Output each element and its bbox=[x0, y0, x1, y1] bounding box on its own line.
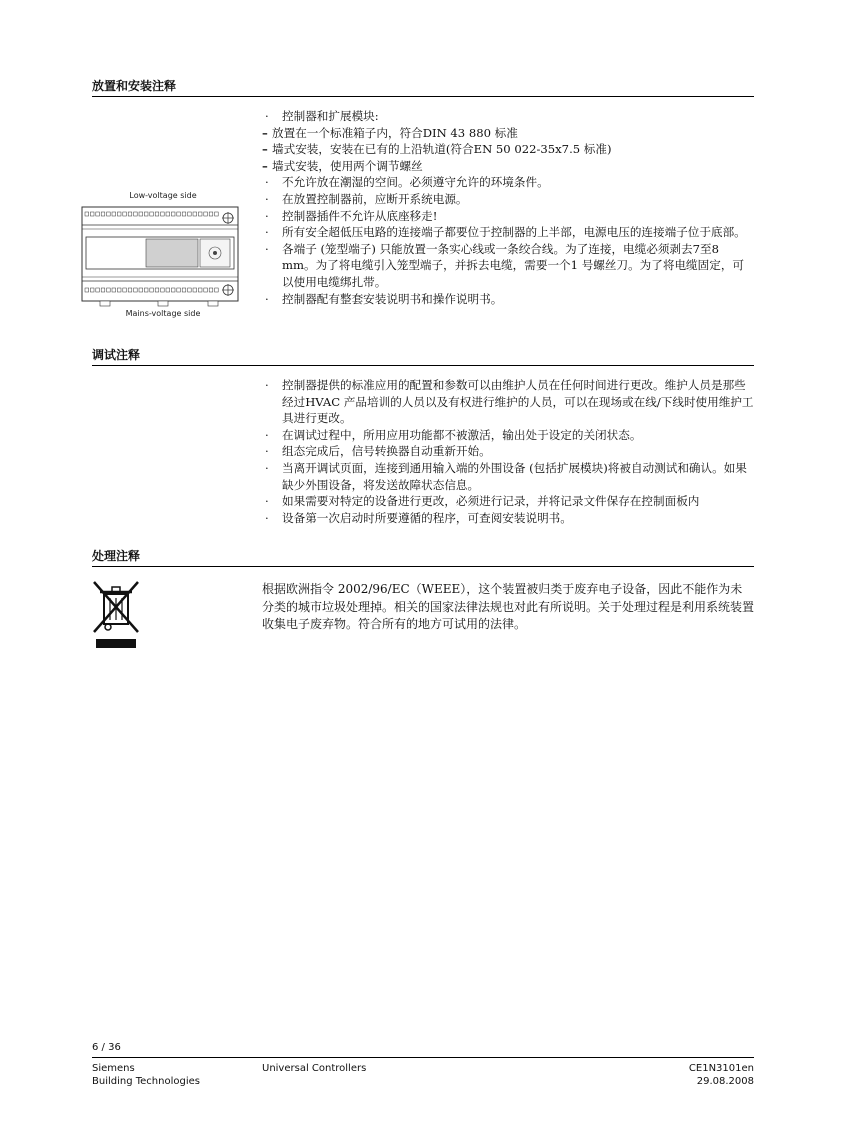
terminal-slot bbox=[101, 288, 105, 292]
item-text: 不允许放在潮湿的空间。必须遵守允许的环境条件。 bbox=[282, 175, 549, 190]
bullet-mark: · bbox=[265, 109, 269, 123]
dash-mark: – bbox=[262, 125, 268, 140]
terminal-slot bbox=[90, 212, 94, 216]
footer-doc-block bbox=[689, 1062, 754, 1088]
item-text: 在调试过程中，所用应用功能都不被激活，输出处于设定的关闭状态。 bbox=[282, 427, 642, 442]
dash-mark: – bbox=[262, 158, 268, 173]
bullet-mark: · bbox=[265, 494, 269, 509]
terminal-slot bbox=[155, 288, 159, 292]
item-text: 墙式安装，安装在已有的上沿轨道(符合EN 50 022-35x7.5 标准) bbox=[272, 142, 612, 157]
terminal-slot bbox=[209, 288, 213, 292]
terminal-slot bbox=[107, 212, 111, 216]
bullet-mark: · bbox=[265, 225, 269, 240]
list-item bbox=[262, 208, 754, 225]
commissioning-list bbox=[262, 377, 754, 526]
terminal-slot bbox=[171, 212, 175, 216]
list-item bbox=[262, 291, 754, 308]
terminal-slot bbox=[112, 288, 116, 292]
terminal-slot bbox=[85, 212, 89, 216]
terminal-slot bbox=[193, 212, 197, 216]
list-item bbox=[262, 108, 754, 125]
terminal-slot bbox=[144, 288, 148, 292]
terminal-slot bbox=[204, 212, 208, 216]
terminal-slot bbox=[188, 212, 192, 216]
terminal-slot bbox=[134, 212, 138, 216]
item-text: 如果需要对特定的设备进行更改，必须进行记录，并将记录文件保存在控制面板内 bbox=[282, 494, 700, 509]
list-item bbox=[262, 427, 754, 444]
item-text: 设备第一次启动时所要遵循的程序，可查阅安装说明书。 bbox=[282, 510, 572, 525]
terminal-slot bbox=[177, 288, 181, 292]
item-text: 控制器插件不允许从底座移走! bbox=[282, 208, 438, 223]
terminal-slot bbox=[123, 288, 127, 292]
bullet-mark: · bbox=[265, 208, 269, 223]
item-text: 组态完成后，信号转换器自动重新开始。 bbox=[282, 444, 491, 459]
footer-doc-id: CE1N3101en bbox=[688, 1063, 754, 1074]
terminal-slot bbox=[139, 288, 143, 292]
terminal-slot bbox=[139, 212, 143, 216]
list-item bbox=[262, 158, 754, 175]
list-item bbox=[262, 174, 754, 191]
terminal-slot bbox=[117, 212, 121, 216]
footer-date: 29.08.2008 bbox=[696, 1076, 754, 1087]
terminal-slot bbox=[101, 212, 105, 216]
mounting-list bbox=[262, 108, 754, 307]
item-text: 在放置控制器前，应断开系统电源。 bbox=[282, 191, 468, 206]
terminal-slot bbox=[128, 212, 132, 216]
footer-company: Siemens bbox=[92, 1063, 135, 1074]
terminal-slot bbox=[96, 288, 100, 292]
list-item bbox=[262, 125, 754, 142]
disposal-text: 根据欧洲指令 2002/96/EC（WEEE），这个装置被归类于废弃电子设备，因此不能作为未分类的城市垃圾处理掉。相关的国家法律法规也对此有所说明。关于处理过程是利用系统装置收集电子废弃物。符合所有的地方可试用的法律。 bbox=[262, 582, 755, 632]
mains-voltage-label: Mains-voltage side bbox=[125, 309, 201, 318]
terminal-slot bbox=[198, 212, 202, 216]
terminal-slot bbox=[128, 288, 132, 292]
terminal-slot bbox=[85, 288, 89, 292]
weee-crossed-bin-icon bbox=[92, 580, 140, 650]
terminal-slot bbox=[161, 212, 165, 216]
mounting-heading: 放置和安装注释 bbox=[92, 79, 754, 97]
terminal-slot bbox=[90, 288, 94, 292]
terminal-slot bbox=[134, 288, 138, 292]
item-text: 控制器和扩展模块: bbox=[282, 109, 379, 123]
bullet-mark: · bbox=[265, 191, 269, 206]
terminal-slot bbox=[193, 288, 197, 292]
terminal-slot bbox=[198, 288, 202, 292]
terminal-slot bbox=[177, 212, 181, 216]
terminal-slot bbox=[209, 212, 213, 216]
low-voltage-label: Low-voltage side bbox=[129, 191, 197, 200]
bullet-mark: · bbox=[265, 460, 269, 475]
bullet-mark: · bbox=[265, 427, 269, 442]
item-text: 当离开调试页面，连接到通用输入端的外围设备 (包括扩展模块)将被自动测试和确认。如果缺少外围设备，将发送故障状态信息。 bbox=[282, 460, 747, 492]
terminal-slot bbox=[182, 212, 186, 216]
bullet-mark: · bbox=[265, 175, 269, 190]
terminal-slot bbox=[171, 288, 175, 292]
terminal-slot bbox=[215, 288, 219, 292]
bullet-mark: · bbox=[265, 444, 269, 459]
list-item bbox=[262, 224, 754, 241]
list-item bbox=[262, 191, 754, 208]
controller-diagram bbox=[78, 191, 248, 321]
terminal-slot bbox=[150, 288, 154, 292]
bullet-mark: · bbox=[265, 291, 269, 306]
terminal-slot bbox=[166, 212, 170, 216]
footer-product: Universal Controllers bbox=[262, 1063, 367, 1074]
terminal-slot bbox=[96, 212, 100, 216]
dash-mark: – bbox=[262, 142, 268, 157]
list-item bbox=[262, 493, 754, 510]
terminal-slot bbox=[155, 212, 159, 216]
list-item bbox=[262, 141, 754, 158]
footer-divider bbox=[92, 1057, 754, 1058]
item-text: 控制器配有整套安装说明书和操作说明书。 bbox=[282, 291, 503, 306]
footer-division: Building Technologies bbox=[92, 1076, 200, 1087]
item-text: 各端子 (笼型端子) 只能放置一条实心线或一条绞合线。为了连接，电缆必须剥去7至8 mm。为了将电缆引入笼型端子，并拆去电缆，需要一个1 号螺丝刀。为了将电缆固定，可以使用电缆绑扎带。 bbox=[282, 241, 745, 289]
list-item bbox=[262, 443, 754, 460]
footer-product-block bbox=[262, 1062, 366, 1075]
terminal-slot bbox=[188, 288, 192, 292]
terminal-slot bbox=[166, 288, 170, 292]
item-text: 控制器提供的标准应用的配置和参数可以由维护人员在任何时间进行更改。维护人员是那些经过HVAC 产品培训的人员以及有权进行维护的人员，可以在现场或在线/下线时使用维护工具进行更改。 bbox=[282, 378, 754, 426]
list-item bbox=[262, 377, 754, 427]
page-number: 6 / 36 bbox=[92, 1042, 121, 1053]
terminal-slot bbox=[112, 212, 116, 216]
terminal-slot bbox=[182, 288, 186, 292]
terminal-slot bbox=[144, 212, 148, 216]
terminal-slot bbox=[215, 212, 219, 216]
item-text: 放置在一个标准箱子内，符合DIN 43 880 标准 bbox=[272, 125, 518, 140]
terminal-slot bbox=[123, 212, 127, 216]
list-item bbox=[262, 460, 754, 493]
list-item bbox=[262, 510, 754, 527]
controller-drawing bbox=[78, 203, 248, 308]
disposal-heading: 处理注释 bbox=[92, 549, 754, 567]
bullet-mark: · bbox=[265, 378, 269, 392]
footer-company-block bbox=[92, 1062, 200, 1088]
list-item bbox=[262, 241, 754, 291]
terminal-slot bbox=[150, 212, 154, 216]
terminal-slot bbox=[204, 288, 208, 292]
item-text: 墙式安装，使用两个调节螺丝 bbox=[272, 158, 423, 173]
item-text: 所有安全超低压电路的连接端子都要位于控制器的上半部，电源电压的连接端子位于底部。 bbox=[282, 225, 746, 240]
terminal-slot bbox=[161, 288, 165, 292]
commissioning-heading: 调试注释 bbox=[92, 348, 754, 366]
terminal-slot bbox=[107, 288, 111, 292]
terminal-slot bbox=[117, 288, 121, 292]
disposal-text-block bbox=[262, 581, 754, 634]
bullet-mark: · bbox=[265, 241, 269, 256]
bullet-mark: · bbox=[265, 510, 269, 525]
